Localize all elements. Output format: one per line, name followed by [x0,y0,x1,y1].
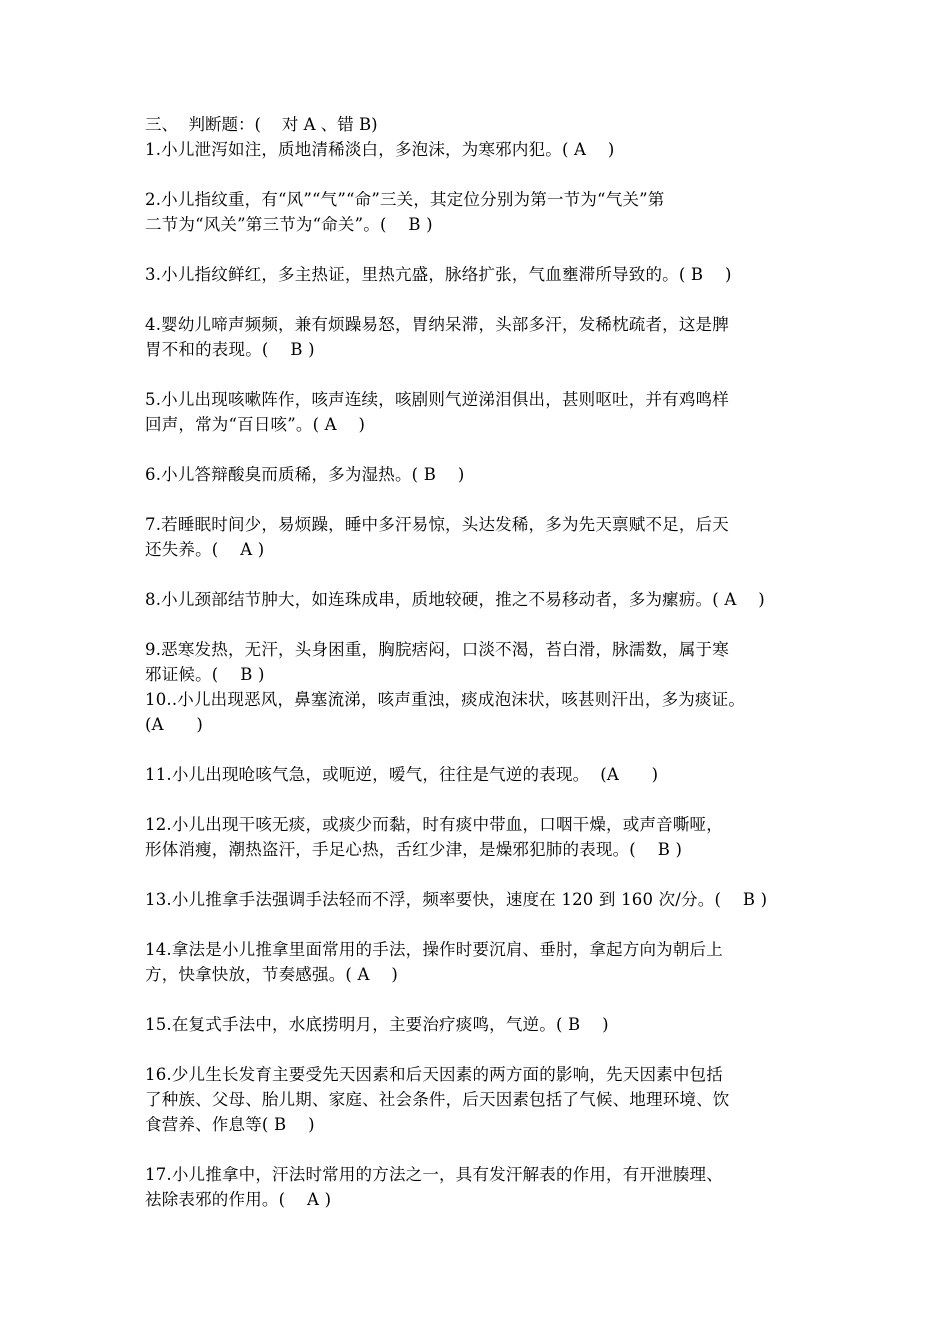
question-item [145,1012,813,1037]
question-text-line: 15.在复式手法中，水底捞明月，主要治疗痰鸣，气逆。( B ) [145,1015,609,1034]
question-item [145,1062,813,1137]
spacer [145,287,813,312]
spacer [145,612,813,637]
document-page [145,112,813,1212]
question-text-line: 了种族、父母、胎儿期、家庭、社会条件，后天因素包括了气候、地理环境、饮 [145,1090,730,1109]
spacer [145,487,813,512]
question-text-line: 回声，常为“百日咳”。( A ) [145,415,366,434]
question-item [145,637,813,687]
question-text-line: 8.小儿颈部结节肿大，如连珠成串，质地较硬，推之不易移动者，多为瘰疬。( A ) [145,590,765,609]
question-text-line: 1.小儿泄泻如注，质地清稀淡白，多泡沫，为寒邪内犯。( A ) [145,140,615,159]
question-text-line: 5.小儿出现咳嗽阵作，咳声连续，咳剧则气逆涕泪俱出，甚则呕吐，并有鸡鸣样 [145,390,729,409]
question-text-line: 10..小儿出现恶风，鼻塞流涕，咳声重浊，痰成泡沫状，咳甚则汗出，多为痰证。 [145,690,746,709]
question-text-line: 食营养、作息等( B ) [145,1115,315,1134]
question-item [145,762,813,787]
spacer [145,437,813,462]
question-text-line: 方，快拿快放，节奏感强。( A ) [145,965,399,984]
question-text-line: (A ) [145,715,204,734]
question-text-line: 胃不和的表现。( B ) [145,340,315,359]
question-text-line: 还失养。( A ) [145,540,265,559]
question-text-line: 4.婴幼儿啼声频频，兼有烦躁易怒，胃纳呆滞，头部多汗，发稀枕疏者，这是脾 [145,315,729,334]
question-text-line: 3.小儿指纹鲜红，多主热证，里热亢盛，脉络扩张，气血壅滞所导致的。( B ) [145,265,732,284]
question-text-line: 2.小儿指纹重，有“风”“气”“命”三关，其定位分别为第一节为“气关”第 [145,190,665,209]
question-item [145,587,813,612]
question-text-line: 12.小儿出现干咳无痰，或痰少而黏，时有痰中带血，口咽干燥，或声音嘶哑， [145,815,723,834]
spacer [145,162,813,187]
question-item [145,512,813,562]
spacer [145,912,813,937]
question-text-line: 9.恶寒发热，无汗，头身困重，胸脘痞闷，口淡不渴，苔白滑，脉濡数，属于寒 [145,640,729,659]
spacer [145,362,813,387]
question-item [145,137,813,162]
spacer [145,1037,813,1062]
spacer [145,1137,813,1162]
question-text-line: 6.小儿答辩酸臭而质稀，多为湿热。( B ) [145,465,465,484]
question-item [145,687,813,737]
spacer [145,987,813,1012]
question-item [145,937,813,987]
spacer [145,562,813,587]
question-text-line: 祛除表邪的作用。( A ) [145,1190,332,1209]
question-item [145,887,813,912]
question-item [145,262,813,287]
question-item [145,1162,813,1212]
question-text-line: 形体消瘦，潮热盗汗，手足心热，舌红少津，是燥邪犯肺的表现。( B ) [145,840,683,859]
question-text-line: 13.小儿推拿手法强调手法轻而不浮，频率要快，速度在 120 到 160 次/分。( B ) [145,890,768,909]
question-item [145,462,813,487]
question-text-line: 17.小儿推拿中，汗法时常用的方法之一，具有发汗解表的作用，有开泄腠理、 [145,1165,723,1184]
section-heading: 三、 判断题：( 对 A 、错 B) [145,115,378,134]
spacer [145,862,813,887]
question-text-line: 二节为“风关”第三节为“命关”。( B ) [145,215,433,234]
spacer [145,787,813,812]
question-list [145,137,813,1212]
question-text-line: 16.少儿生长发育主要受先天因素和后天因素的两方面的影响，先天因素中包括 [145,1065,723,1084]
question-item [145,187,813,237]
question-item [145,387,813,437]
question-item [145,812,813,862]
question-text-line: 14.拿法是小儿推拿里面常用的手法，操作时要沉肩、垂肘，拿起方向为朝后上 [145,940,723,959]
question-text-line: 邪证候。( B ) [145,665,265,684]
question-text-line: 7.若睡眠时间少，易烦躁，睡中多汗易惊，头达发稀，多为先天禀赋不足，后天 [145,515,729,534]
question-item [145,312,813,362]
question-text-line: 11.小儿出现呛咳气急，或呃逆，嗳气，往往是气逆的表现。 (A ) [145,765,659,784]
spacer [145,237,813,262]
spacer [145,737,813,762]
